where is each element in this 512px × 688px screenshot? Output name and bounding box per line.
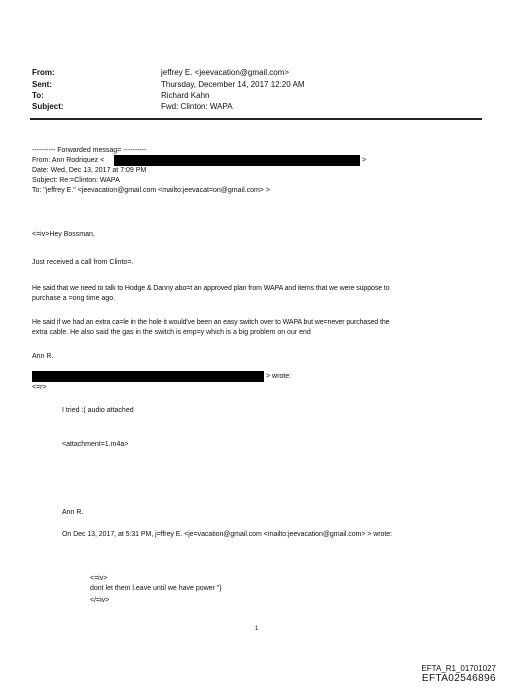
br-tag: <=r> bbox=[32, 384, 47, 391]
paragraph-1: Just received a call from Clinto=. bbox=[32, 259, 134, 266]
from-label: From: bbox=[32, 68, 55, 77]
forwarded-from-tail: > bbox=[362, 157, 367, 164]
on-wrote-line: On Dec 13, 2017, at 5:31 PM, j=ffrey E. <je=vacation@gmail.com <mailto:jeevacation@gmail.com> > wrote: bbox=[62, 531, 392, 538]
forwarded-date: Date: Wed, Dec 13, 2017 at 7:09 PM bbox=[32, 167, 147, 174]
bates-number-large: EFTA02546896 bbox=[421, 673, 496, 684]
inner-text: dont let them l.eave until we have power "} bbox=[90, 585, 222, 592]
forwarded-to: To: "jeffrey E." <jeevacation@gmail.com <mailto:jeevacat=on@gmail.com> > bbox=[32, 187, 270, 194]
paragraph-3-line-2: extra cable. He also said the gas in the switch is emp=y which is a big problem on our end bbox=[32, 329, 311, 336]
header-divider bbox=[30, 118, 482, 120]
paragraph-3-line-1: He said if we had an extra ca=le in the hole it would've been an easy switch over to WAPA but we=never purchased the bbox=[32, 319, 390, 326]
signature-1: Ann R. bbox=[32, 353, 54, 360]
forwarded-subject: Subject: Re:=Clinton: WAPA bbox=[32, 177, 120, 184]
inner-close-tag: </=iv> bbox=[90, 597, 110, 604]
to-value: Richard Kahn bbox=[161, 91, 210, 100]
paragraph-2-line-2: purchase a =ong time ago. bbox=[32, 295, 116, 302]
page-number: 1 bbox=[255, 626, 259, 632]
from-value: jeffrey E. <jeevacation@gmail.com> bbox=[161, 68, 290, 77]
wrote-tail: > wrote: bbox=[266, 373, 292, 380]
to-label: To: bbox=[32, 91, 44, 100]
inner-open-tag: <=iv> bbox=[90, 575, 108, 582]
sent-label: Sent: bbox=[32, 80, 52, 89]
subject-label: Subject: bbox=[32, 102, 64, 111]
bates-number-small: EFTA_R1_01701027 bbox=[421, 664, 496, 673]
greeting: <=iv>Hey Bossman, bbox=[32, 231, 95, 238]
redaction-bar bbox=[114, 155, 360, 166]
signature-2: Ann R. bbox=[62, 509, 84, 516]
forwarded-from: From: Ann Rodriquez < bbox=[32, 157, 105, 164]
paragraph-2-line-1: He said that we need to talk to Hodge & Danny abo=t an approved plan from WAPA and items that we were suppose to bbox=[32, 285, 390, 292]
subject-value: Fwd: Clinton: WAPA bbox=[161, 102, 233, 111]
quoted-line-1: I tried :( audio attached bbox=[62, 407, 134, 414]
quoted-attachment: <attachment=1.m4a> bbox=[62, 441, 129, 448]
sent-value: Thursday, December 14, 2017 12:20 AM bbox=[161, 80, 305, 89]
forwarded-marker: ---------- Forwarded messag= ---------- bbox=[32, 147, 147, 154]
redaction-bar bbox=[32, 371, 264, 382]
